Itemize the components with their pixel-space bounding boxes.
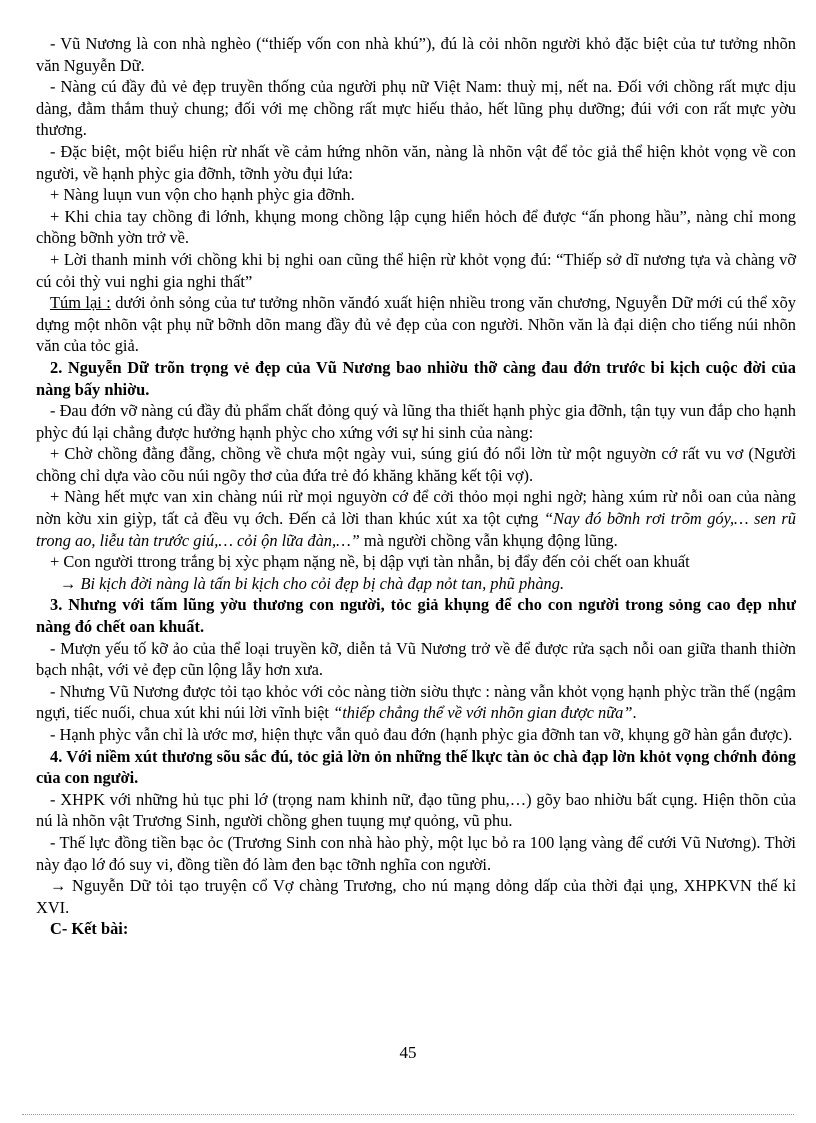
- bullet-paragraph: + Lời thanh minh với chồng khi bị nghi oan cũng thể hiện rừ khỏt vọng đú: “Thiếp sở dĩ nương tựa và chàng vỡ cú cỏi thỳ vui nghi gia nghi thất”: [36, 249, 796, 291]
- conclusion-text: Bi kịch đời nàng là tấn bi kịch cho cỏi đẹp bị chà đạp nỏt tan, phũ phàng.: [76, 573, 565, 593]
- quote-italic: “Nay đó bỡnh rơi trõm góy,… sen rũ trong ao, liễu tàn trước giú,… cỏi ộn lữa đàn,…”: [36, 509, 796, 550]
- page-number: 45: [399, 1043, 417, 1062]
- arrow-icon: →: [60, 573, 77, 593]
- bullet-paragraph: + Chờ chồng đằng đẵng, chồng về chưa một ngày vui, súng giú đó nổi lờn từ một nguyờn cớ rất vu vơ (Người chồng chỉ dựa vào cõu núi ngõy thơ của đứa trẻ đó khăng khăng kết tội vợ).: [36, 444, 796, 485]
- section-heading-3: 3. Nhưng với tấm lũng yờu thương con người, tỏc giả khụng để cho con người trong sỏng cao đẹp như nàng đó chết oan khuất.: [36, 595, 796, 637]
- summary-text: dưới ỏnh sỏng của tư tưởng nhõn vănđó xuất hiện nhiều trong văn chương, Nguyễn Dữ mới cú thể xõy dựng một nhõn vật phụ nữ bỡnh dõn mang đầy đủ vẻ đẹp của con người. Nhõn văn là đại diện cho tiếng núi nhõn văn của tỏc giả.: [36, 293, 796, 356]
- text-run: .: [632, 703, 637, 723]
- paragraph: - Mượn yếu tố kỡ ảo của thể loại truyền kỡ, diễn tả Vũ Nương trở về để được rửa sạch nỗi oan giữa thanh thiờn bạch nhật, với vẻ đẹp cũn lộng lẫy hơn xưa.: [36, 638, 796, 680]
- paragraph: - Nàng cú đầy đủ vẻ đẹp truyền thống của người phụ nữ Việt Nam: thuỳ mị, nết na. Đối với chồng rất mực dịu dàng, đằm thắm thuỷ chung; đối với mẹ chồng rất mực hiếu thảo, hết lũng phụ dưỡng; đúi với con rất mực yờu thương.: [36, 77, 796, 140]
- conclusion-line: [36, 875, 796, 918]
- paragraph: - Hạnh phỳc vẫn chỉ là ước mơ, hiện thực vẫn quỏ đau đớn (hạnh phỳc gia đỡnh tan vỡ, khụng gỡ hàn gắn được).: [50, 725, 793, 744]
- bullet-paragraph: + Con người ttrong trắng bị xỳc phạm nặng nề, bị dập vựi tàn nhẫn, bị đẩy đến cỏi chết oan khuất: [50, 552, 690, 572]
- page-bottom-divider: [22, 1114, 794, 1115]
- paragraph: [36, 681, 796, 724]
- paragraph: - Đặc biệt, một biểu hiện rừ nhất về cảm hứng nhõn văn, nàng là nhõn vật để tỏc giả thể hiện khỏt vọng về con người, về hạnh phỳc gia đỡnh, tỡnh yờu đụi lứa:: [36, 141, 796, 183]
- bullet-paragraph: + Khi chia tay chồng đi lớnh, khụng mong chồng lập cụng hiển hỏch để được “ấn phong hầu”, nàng chỉ mong chồng bỡnh yờn trở về.: [36, 206, 796, 248]
- paragraph: - Thế lực đồng tiền bạc ỏc (Trương Sinh con nhà hào phỳ, một lục bỏ ra 100 lạng vàng để cưới Vũ Nương). Thời này đạo lớ đó suy vi, đồng tiền đó làm đen bạc tỡnh nghĩa con người.: [36, 832, 796, 874]
- section-heading-c: C- Kết bài:: [50, 919, 129, 939]
- paragraph: - Vũ Nương là con nhà nghèo (“thiếp vốn con nhà khú”), đú là cỏi nhõn người khỏ đặc biệt của tư tưởng nhõn văn Nguyễn Dữ.: [36, 34, 796, 75]
- text-run: + Nàng hết mực van xin chàng núi rừ mọi nguyờn cớ để cởi thỏo mọi nghi ngờ; hàng xúm rừ nỗi oan của nàng nờn kờu xin giỳp, tất cả đều vụ ớch. Đến cả lời than khúc xút xa tột cựng: [36, 487, 796, 529]
- bullet-paragraph: + Nàng luụn vun vộn cho hạnh phỳc gia đỡnh.: [50, 185, 355, 205]
- section-heading-2: 2. Nguyễn Dữ trõn trọng vẻ đẹp của Vũ Nương bao nhiờu thỡ càng đau đớn trước bi kịch cuộc đời của nàng bấy nhiờu.: [36, 357, 796, 399]
- paragraph: - XHPK với những hủ tục phi lớ (trọng nam khinh nữ, đạo tũng phu,…) gõy bao nhiờu bất cụng. Hiện thõn của nú là nhõn vật Trương Sinh, người chồng ghen tuụng mự quỏng, vũ phu.: [36, 789, 796, 831]
- conclusion-line: [36, 573, 796, 595]
- section-heading-4: 4. Với niềm xút thương sõu sắc đú, tỏc giả lờn ỏn những thế lkực tàn ỏc chà đạp lờn khỏt vọng chớnh đỏng của con người.: [36, 746, 796, 788]
- quote-italic: “thiếp chẳng thể về với nhõn gian được nữa”: [333, 703, 633, 723]
- summary-lead: Túm lại :: [50, 293, 111, 313]
- text-run: - Nhưng Vũ Nương được tỏi tạo khỏc với cỏc nàng tiờn siờu thực : nàng vẫn khỏt vọng hạnh phỳc trần thế (ngậm ngựi, tiếc nuối, chua xút khi núi lời vĩnh biệt: [36, 681, 796, 723]
- paragraph: - Đau đớn vỡ nàng cú đầy đủ phẩm chất đỏng quý và lũng tha thiết hạnh phỳc gia đỡnh, tận tụy vun đắp cho hạnh phỳc đú lại chẳng được hưởng hạnh phỳc cho xứng với sự hi sinh của nàng:: [36, 401, 796, 442]
- conclusion-text: Nguyễn Dữ tỏi tạo truyện cổ Vợ chàng Trương, cho nú mạng dỏng dấp của thời đại ụng, XHPKVN thế kỉ XVI.: [36, 876, 796, 917]
- document-body: [36, 33, 796, 940]
- summary-paragraph: [36, 292, 796, 357]
- text-run: mà người chồng vẫn khụng động lũng.: [359, 530, 618, 550]
- arrow-icon: →: [50, 876, 67, 896]
- bullet-paragraph: [36, 486, 796, 551]
